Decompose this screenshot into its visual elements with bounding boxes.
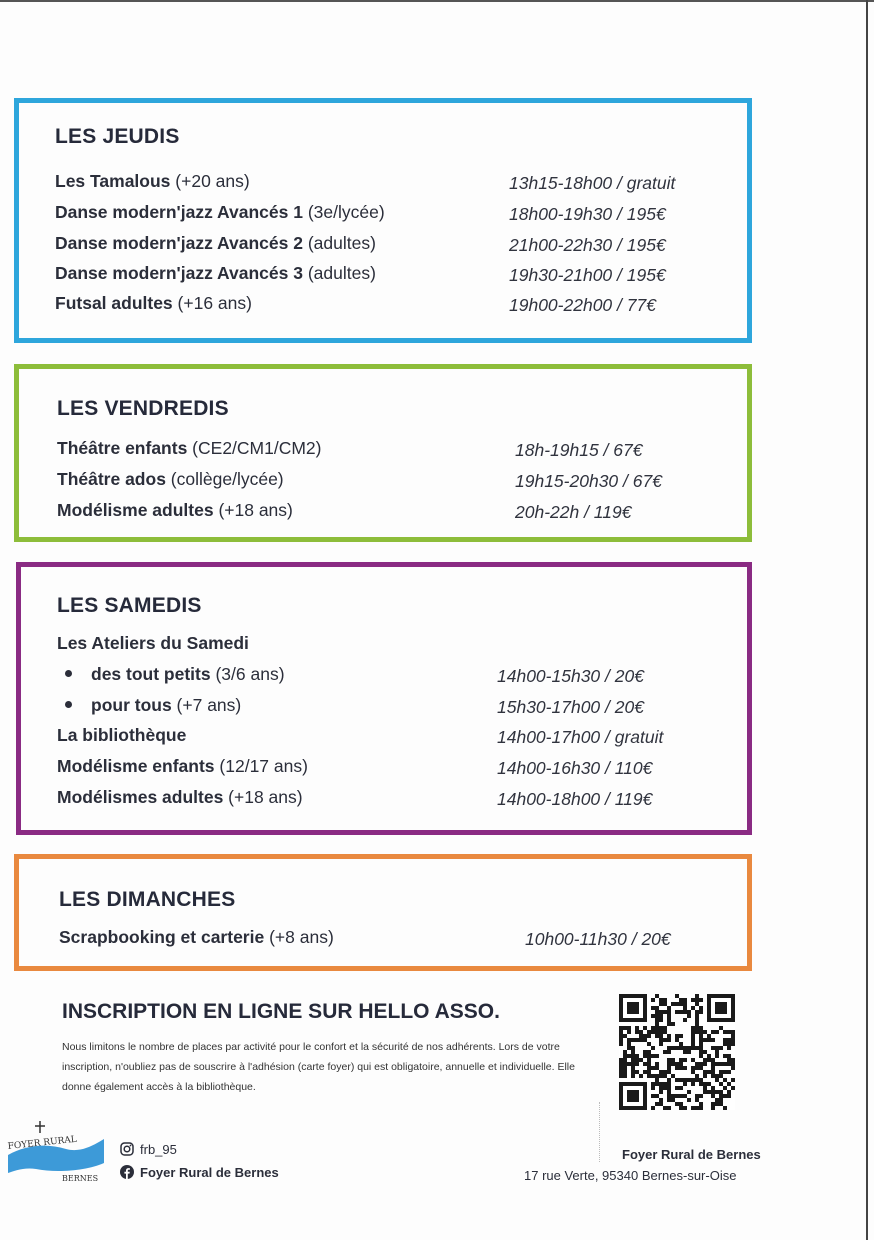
- activity-row: Futsal adultes (+16 ans): [55, 293, 252, 313]
- bullet-icon: [65, 670, 72, 677]
- activity-time: 19h00-22h00 / 77€: [509, 295, 656, 315]
- activity-group-label: Les Ateliers du Samedi: [57, 633, 249, 653]
- facebook-page[interactable]: Foyer Rural de Bernes: [120, 1165, 279, 1180]
- activity-row: Théâtre ados (collège/lycée): [57, 469, 284, 489]
- activity-time: 20h-22h / 119€: [515, 502, 632, 522]
- activity-row: Danse modern'jazz Avancés 1 (3e/lycée): [55, 202, 385, 222]
- activity-time: 14h00-15h30 / 20€: [497, 666, 644, 686]
- section-title-dimanches: LES DIMANCHES: [59, 888, 236, 911]
- activity-row: La bibliothèque: [57, 725, 187, 745]
- activity-row: Modélismes adultes (+18 ans): [57, 787, 303, 807]
- activity-row: pour tous (+7 ans): [65, 695, 241, 716]
- section-title-samedis: LES SAMEDIS: [57, 594, 202, 617]
- section-samedis: [16, 562, 752, 835]
- activity-time: 15h30-17h00 / 20€: [497, 697, 644, 717]
- section-jeudis: [14, 98, 752, 343]
- page-edge-right: [866, 0, 868, 1240]
- section-vendredis: [14, 364, 752, 542]
- activity-time: 19h30-21h00 / 195€: [509, 265, 666, 285]
- instagram-icon: [120, 1142, 134, 1156]
- activity-time: 13h15-18h00 / gratuit: [509, 173, 676, 193]
- activity-row: Les Tamalous (+20 ans): [55, 171, 250, 191]
- activity-time: 14h00-18h00 / 119€: [497, 789, 653, 809]
- activity-time: 21h00-22h30 / 195€: [509, 235, 666, 255]
- org-name: Foyer Rural de Bernes: [622, 1147, 761, 1162]
- activity-row: Modélisme enfants (12/17 ans): [57, 756, 308, 776]
- facebook-icon: [120, 1165, 134, 1179]
- foyer-rural-logo: [6, 1115, 108, 1187]
- section-title-vendredis: LES VENDREDIS: [57, 397, 229, 420]
- activity-row: Scrapbooking et carterie (+8 ans): [59, 927, 334, 947]
- section-title-jeudis: LES JEUDIS: [55, 125, 180, 148]
- activity-row: Danse modern'jazz Avancés 2 (adultes): [55, 233, 376, 253]
- activity-row: Théâtre enfants (CE2/CM1/CM2): [57, 438, 322, 458]
- activity-row: des tout petits (3/6 ans): [65, 664, 285, 685]
- inscription-text: Nous limitons le nombre de places par activité pour le confort et la sécurité de nos adhérents. Lors de votre inscription, n'oubliez pas de souscrire à l'adhésion (carte foyer) qui est obligatoire, annuelle et individuelle. Elle donne également accès à la bibliothèque.: [62, 1041, 575, 1093]
- activity-row: Modélisme adultes (+18 ans): [57, 500, 293, 520]
- activity-time: 19h15-20h30 / 67€: [515, 471, 662, 491]
- section-dimanches: [14, 854, 752, 971]
- svg-text:BERNES: BERNES: [62, 1174, 99, 1183]
- activity-time: 10h00-11h30 / 20€: [525, 929, 671, 949]
- inscription-title: INSCRIPTION EN LIGNE SUR HELLO ASSO.: [62, 1000, 500, 1023]
- instagram-handle[interactable]: frb_95: [120, 1142, 177, 1157]
- svg-text:FOYER RURAL: FOYER RURAL: [7, 1134, 78, 1152]
- page-edge-top: [0, 0, 874, 2]
- org-address: 17 rue Verte, 95340 Bernes-sur-Oise: [524, 1168, 737, 1183]
- bullet-icon: [65, 701, 72, 708]
- divider: [599, 1102, 601, 1162]
- activity-time: 14h00-17h00 / gratuit: [497, 727, 664, 747]
- activity-row: Danse modern'jazz Avancés 3 (adultes): [55, 263, 376, 283]
- activity-time: 14h00-16h30 / 110€: [497, 758, 653, 778]
- activity-time: 18h-19h15 / 67€: [515, 440, 643, 460]
- activity-time: 18h00-19h30 / 195€: [509, 204, 666, 224]
- qr-code[interactable]: [619, 994, 735, 1110]
